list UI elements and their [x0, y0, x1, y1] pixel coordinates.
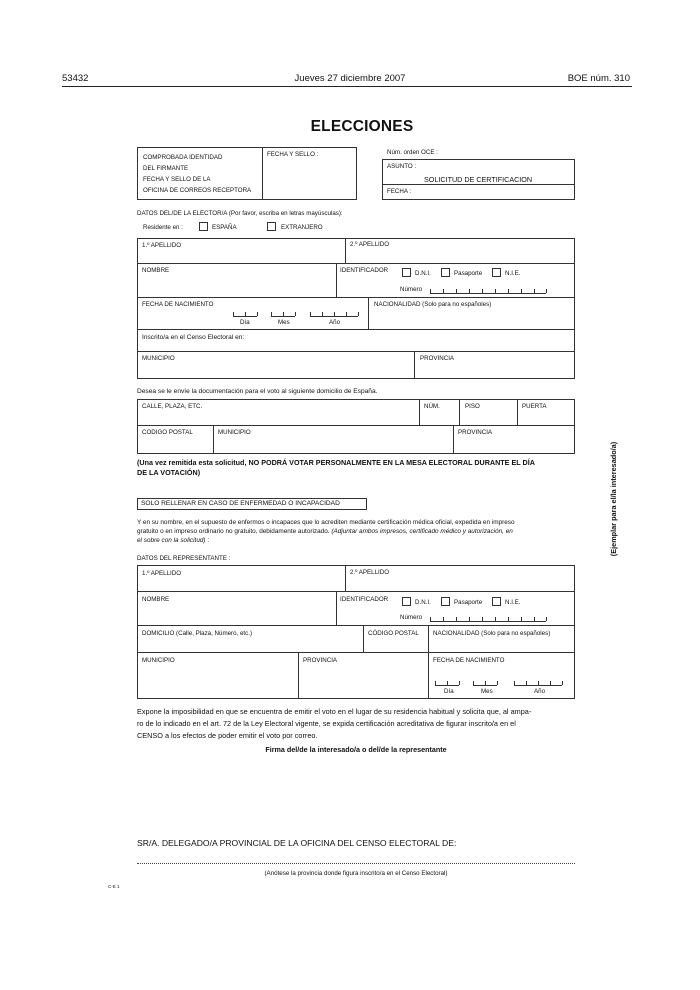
statement-text: Expone la imposibilidad en que se encuentra de emitir el voto en el lugar de su residencia habitual y solicita que, al ampa- ro de lo indicado en el art. 72 de la Ley Electoral vigente, se expida certificación acreditativa de figurar inscrito/a en el CENSO a los efectos de poder emitir el voto por correo.: [137, 707, 532, 740]
delegate-note: (Anótese la provincia donde figura inscrito/a en el Censo Electoral): [264, 870, 448, 877]
rep-id-label: IDENTIFICADOR: [340, 596, 389, 603]
rep-name-field[interactable]: NOMBRE: [142, 596, 170, 603]
copy-note: (Ejemplar para el/la interesado/a): [609, 441, 618, 557]
rep-nie-checkbox[interactable]: [492, 597, 501, 606]
rep-municipality-field[interactable]: MUNICIPIO: [142, 657, 175, 664]
rep-dni-label: D.N.I.: [415, 599, 431, 606]
signature-label: Firma del/de la interesado/a o del/de la representante: [265, 745, 447, 754]
elector-nationality-field[interactable]: NACIONALIDAD (Solo para no españoles): [374, 301, 492, 308]
elector-birth-label: FECHA DE NACIMIENTO: [142, 301, 214, 308]
address-floor-field[interactable]: PISO: [465, 403, 480, 410]
page-title: ELECCIONES: [310, 118, 414, 135]
resident-label: Residente en :: [143, 224, 183, 231]
rep-number-label: Número: [400, 614, 423, 621]
census-label: Inscrito/a en el Censo Electoral en:: [142, 334, 245, 341]
form-code: C-E 1: [108, 884, 120, 889]
elector-dni-label: D.N.I.: [415, 270, 431, 277]
resident-abroad-checkbox[interactable]: [267, 222, 276, 231]
rep-address-field[interactable]: DOMICILIO (Calle, Plaza, Número, etc.): [142, 630, 253, 637]
elector-surname1-field[interactable]: 1.º APELLIDO: [142, 242, 182, 249]
resident-abroad-label: EXTRANJERO: [281, 224, 323, 231]
rep-year-label: Año: [534, 688, 546, 695]
address-postal-field[interactable]: CODIGO POSTAL: [142, 429, 193, 436]
rep-passport-label: Pasaporte: [454, 599, 483, 606]
elector-number-label: Número: [400, 286, 423, 293]
elector-dni-checkbox[interactable]: [402, 268, 411, 277]
elector-birth-month[interactable]: [271, 311, 295, 317]
rep-birth-month[interactable]: [473, 680, 497, 686]
elector-year-label: Año: [329, 319, 341, 326]
oce-date-field[interactable]: FECHA :: [387, 188, 412, 195]
elector-nie-checkbox[interactable]: [492, 268, 501, 277]
illness-section-label: SOLO RELLENAR EN CASO DE ENFERMEDAD O INCAPACIDAD: [141, 500, 340, 507]
elector-passport-label: Pasaporte: [454, 270, 483, 277]
elector-id-label: IDENTIFICADOR: [340, 267, 389, 274]
stamp-date-field[interactable]: FECHA Y SELLO :: [267, 151, 319, 158]
delegate-province-line[interactable]: [137, 863, 575, 864]
bulletin-number: BOE núm. 310: [567, 73, 630, 84]
office-box-text: COMPROBADA IDENTIDAD DEL FIRMANTE FECHA Y SELLO DE LA OFICINA DE CORREOS RECEPTORA: [143, 154, 252, 194]
elector-number-field[interactable]: [430, 288, 546, 294]
representative-section-label: DATOS DEL REPRESENTANTE :: [137, 555, 231, 562]
illness-text: Y en su nombre, en el supuesto de enfermos o incapaces que lo acrediten mediante certificación médica oficial, expedida en impreso gratuito o en impreso ordinario no gratuito, debidamente autorizado. (Adjuntar ambos impresos, certificado médico y autorización, en el sobre con la solicitud) :: [137, 519, 515, 544]
address-municipality-field[interactable]: MUNICIPIO: [218, 429, 251, 436]
publication-date: Jueves 27 diciembre 2007: [294, 73, 406, 84]
rep-surname1-field[interactable]: 1.º APELLIDO: [142, 570, 182, 577]
rep-month-label: Mes: [481, 688, 493, 695]
elector-section-label: DATOS DEL/DE LA ELECTOR/A (Por favor, escriba en letras mayúsculas):: [137, 210, 343, 217]
rep-dni-checkbox[interactable]: [402, 597, 411, 606]
census-province-field[interactable]: PROVINCIA: [420, 355, 455, 362]
rep-passport-checkbox[interactable]: [441, 597, 450, 606]
address-table: [137, 399, 575, 454]
elector-birth-day[interactable]: [233, 311, 257, 317]
elector-surname2-field[interactable]: 2.º APELLIDO: [350, 241, 390, 248]
oce-subject-value: SOLICITUD DE CERTIFICACION: [424, 175, 533, 184]
warning-text: (Una vez remitida esta solicitud, NO PODRÁ VOTAR PERSONALMENTE EN LA MESA ELECTORAL DURANTE EL DÍA DE LA VOTACIÓN): [137, 458, 535, 477]
resident-spain-label: ESPAÑA: [212, 224, 237, 231]
address-number-field[interactable]: NÚM.: [424, 403, 440, 410]
header-rule: [62, 86, 632, 87]
rep-province-field[interactable]: PROVINCIA: [303, 657, 338, 664]
rep-birth-day[interactable]: [435, 680, 459, 686]
elector-passport-checkbox[interactable]: [441, 268, 450, 277]
rep-birth-label: FECHA DE NACIMIENTO: [433, 657, 505, 664]
delegate-title: SR/A. DELEGADO/A PROVINCIAL DE LA OFICINA DEL CENSO ELECTORAL DE:: [137, 838, 457, 848]
rep-number-field[interactable]: [430, 616, 546, 622]
rep-nie-label: N.I.E.: [505, 599, 521, 606]
page-number: 53432: [62, 73, 89, 84]
elector-month-label: Mes: [278, 319, 290, 326]
elector-name-field[interactable]: NOMBRE: [142, 267, 170, 274]
elector-birth-year[interactable]: [310, 311, 358, 317]
rep-day-label: Día: [444, 688, 454, 695]
rep-surname2-field[interactable]: 2.º APELLIDO: [350, 569, 390, 576]
address-door-field[interactable]: PUERTA: [522, 403, 547, 410]
elector-nie-label: N.I.E.: [505, 270, 521, 277]
rep-birth-year[interactable]: [514, 680, 562, 686]
address-intro: Desea se le envíe la documentación para el voto al siguiente domicilio de España.: [137, 388, 378, 395]
oce-subject-label: ASUNTO :: [387, 163, 417, 170]
rep-postal-field[interactable]: CÓDIGO POSTAL: [368, 630, 419, 637]
resident-spain-checkbox[interactable]: [199, 222, 208, 231]
elector-day-label: Día: [240, 319, 250, 326]
address-province-field[interactable]: PROVINCIA: [458, 429, 493, 436]
address-street-field[interactable]: CALLE, PLAZA, ETC.: [142, 403, 203, 410]
oce-order-label: Núm. orden OCE :: [387, 149, 438, 156]
rep-nationality-field[interactable]: NACIONALIDAD (Solo para no españoles): [433, 630, 551, 637]
census-municipality-field[interactable]: MUNICIPIO: [142, 355, 175, 362]
